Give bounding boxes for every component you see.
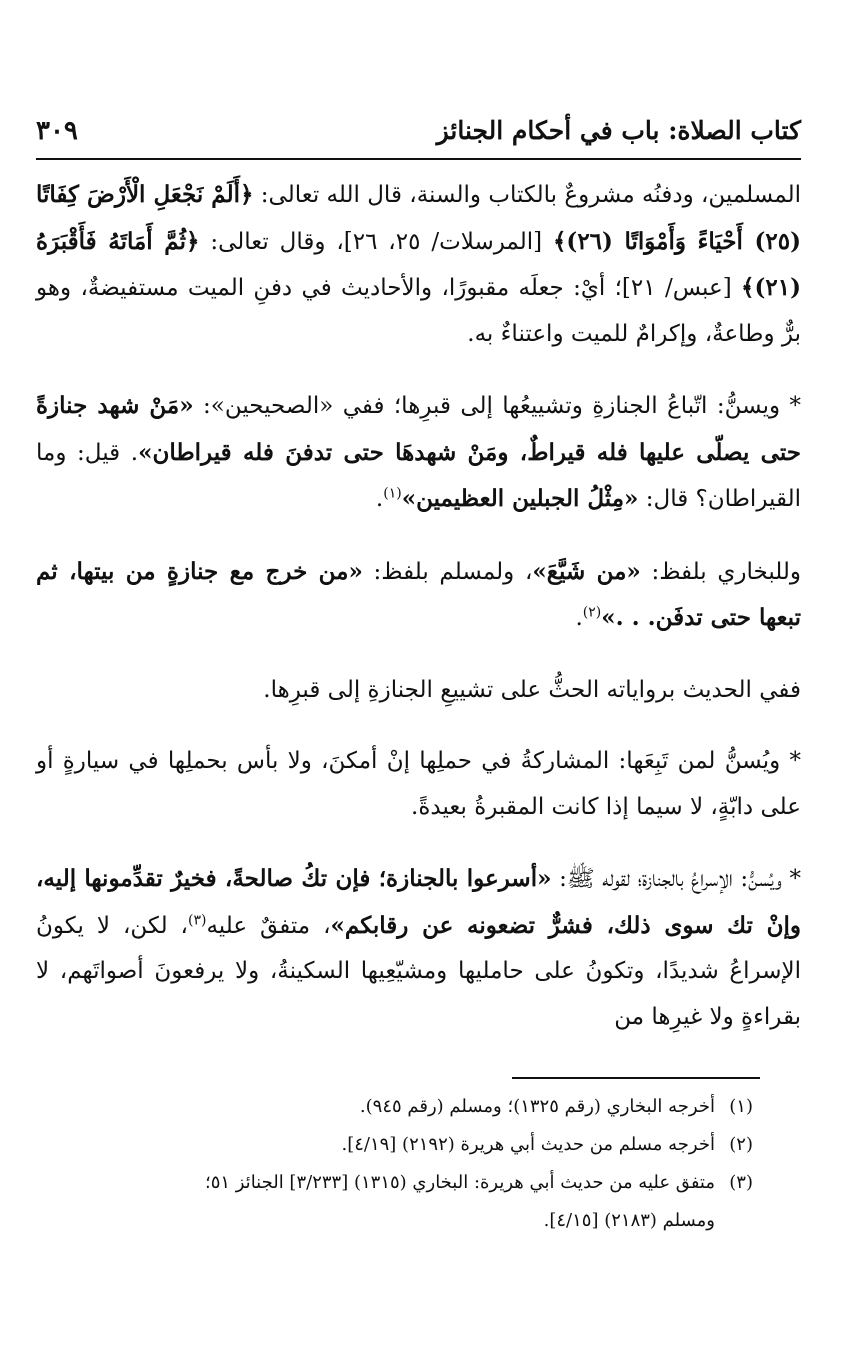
paragraph-4: ففي الحديث برواياته الحثُّ على تشييعِ الجنازةِ إلى قبرِها. bbox=[263, 676, 801, 703]
footnote-ref[interactable]: (٢) bbox=[582, 604, 602, 621]
footnote-ref[interactable]: (٣) bbox=[187, 911, 207, 928]
running-title: كتاب الصلاة: باب في أحكام الجنائز bbox=[436, 116, 801, 145]
text-run: . bbox=[575, 605, 583, 631]
text-run: . قيل: وما القيراطان؟ قال: bbox=[36, 439, 801, 512]
text-run: ، ولمسلم بلفظ: bbox=[362, 558, 533, 585]
page-number: ٣٠٩ bbox=[36, 116, 78, 146]
main-text bbox=[36, 172, 801, 1040]
text-run: . bbox=[375, 486, 384, 512]
footnote-3 bbox=[36, 1164, 753, 1202]
footnote-number: (٢) bbox=[729, 1134, 753, 1155]
page-header bbox=[36, 112, 801, 160]
footnote-text: أخرجه مسلم من حديث أبي هريرة (٢١٩٢) [٤/١٩]. bbox=[341, 1134, 715, 1155]
paragraph-6 bbox=[36, 856, 801, 1040]
paragraph-1 bbox=[36, 172, 801, 357]
text-run: [عبس/ ٢١]؛ أيْ: جعلَه مقبورًا، والأحاديث في دفنِ الميت مستفيضةٌ، وهو برٌّ وطاعةٌ، وإكرامٌ للميت واعتناءٌ به. bbox=[36, 275, 801, 347]
hadith-quote: «من خرج مع جنازةٍ من بيتها، ثم تبعها حتى تدفَن. . .» bbox=[36, 557, 801, 631]
footnote-text: أخرجه البخاري (رقم ١٣٢٥)؛ ومسلم (رقم ٩٤٥). bbox=[359, 1096, 715, 1117]
paragraph-2 bbox=[36, 383, 801, 523]
footnote-3-continued: ومسلم (٢١٨٣) [٤/١٥]. bbox=[543, 1210, 715, 1231]
footnote-2 bbox=[36, 1126, 753, 1164]
hadith-quote: «أسرعوا بالجنازة؛ فإن تكُ صالحةً، فخيرٌ تقدِّمونها إليه، وإنْ تك سوى ذلك، فشرٌّ تضعونه عن رقابكم» bbox=[36, 865, 801, 939]
hadith-quote: «مَنْ شهد جنازةً حتى يصلّى عليها فله قيراطٌ، ومَنْ شهدهَا حتى تدفنَ فله قيراطان» bbox=[36, 392, 801, 466]
hadith-quote: «مِثْلُ الجبلين العظيمين» bbox=[401, 485, 639, 512]
paragraph-5: * ويُسنُّ لمن تَبِعَها: المشاركةُ في حملِها إنْ أمكنَ، ولا بأس بحملِها في سيارةٍ أو على دابّةٍ، لا سيما إذا كانت المقبرةُ بعيدةً. bbox=[36, 748, 801, 820]
text-run: وللبخاري بلفظ: bbox=[640, 558, 801, 585]
footnotes bbox=[36, 1088, 753, 1240]
footnote-number: (٣) bbox=[729, 1172, 753, 1193]
text-run: المسلمين، ودفنُه مشروعٌ بالكتاب والسنة، قال الله تعالى: bbox=[253, 182, 801, 208]
text-run: * ويسنُّ: اتّباعُ الجنازةِ وتشييعُها إلى قبرِها؛ ففي «الصحيحين»: bbox=[193, 393, 801, 419]
text-run: ، لكن، لا يكونُ الإسراعُ شديدًا، وتكونُ على حامليها ومشيّعِيها السكينةُ، ولا يرفعونَ أصواتَهم، لا بقراءةٍ ولا غيرِها من bbox=[36, 912, 801, 1030]
hadith-quote: «من شَيَّعَ» bbox=[532, 557, 641, 585]
quran-verse: ﴿أَلَمْ نَجْعَلِ الْأَرْضَ كِفَاتًا (٢٥) أَحْيَاءً وَأَمْوَاتًا (٢٦)﴾ bbox=[36, 181, 801, 255]
paragraph-3 bbox=[36, 549, 801, 642]
text-run: * ويُسنُّ: الإسراعُ بالجنازة؛ لقوله ﷺ: bbox=[551, 866, 802, 892]
footnote-text: متفق عليه من حديث أبي هريرة: البخاري (١٣١٥) [٣/٢٣٣] الجنائز ٥١؛ bbox=[204, 1172, 715, 1193]
text-run: [المرسلات/ ٢٥، ٢٦]، وقال تعالى: bbox=[199, 228, 553, 255]
quran-verse: ﴿ثُمَّ أَمَاتَهُ فَأَقْبَرَهُ (٢١)﴾ bbox=[36, 227, 801, 301]
footnote-number: (١) bbox=[729, 1096, 753, 1117]
footnote-ref[interactable]: (١) bbox=[383, 485, 402, 502]
footnote-divider bbox=[512, 1077, 760, 1079]
footnote-1 bbox=[36, 1088, 753, 1126]
text-run: ، متفقٌ عليه bbox=[206, 912, 331, 939]
